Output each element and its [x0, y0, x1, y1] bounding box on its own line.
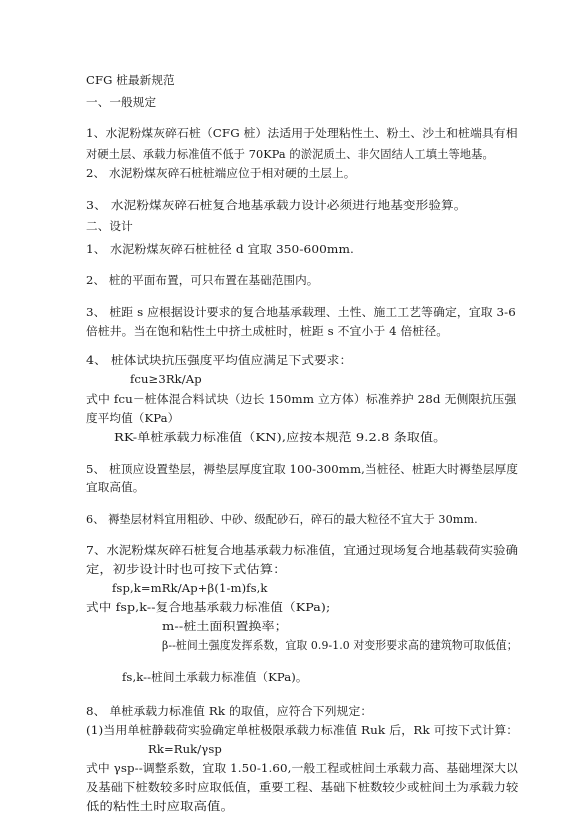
paragraph-s2-item4-intro: 4、 桩体试块抗压强度平均值应满足下式要求： — [86, 353, 353, 367]
section-heading-general: 一、一般规定 — [86, 95, 157, 109]
paragraph-s2-item8-where-line3: 低的粘性土时应取高值。 — [86, 799, 234, 813]
paragraph-s2-item1: 1、 水泥粉煤灰碎石桩桩径 d 宜取 350-600mm. — [86, 242, 355, 256]
formula-fspk: fsp,k=mRk/Ap+β(1-m)fs,k — [112, 581, 268, 595]
paragraph-s2-item5-line2: 宜取高值。 — [86, 480, 145, 494]
paragraph-s2-item7-where3: β--桩间土强度发挥系数，宜取 0.9-1.0 对变形要求高的建筑物可取低值； — [162, 638, 518, 652]
paragraph-s2-item5-line1: 5、 桩顶应设置垫层，褥垫层厚度宜取 100-300mm,当桩径、桩距大时褥垫层厚度 — [86, 462, 519, 476]
paragraph-s2-item8-where-line2: 及基础下桩数较多时应取低值，重要工程、基础下桩数较少或桩间土为承载力较 — [86, 780, 519, 794]
formula-fcu: fcu≥3Rk/Ap — [130, 372, 202, 386]
paragraph-s2-item8-where-line1: 式中 γsp--调整系数，宜取 1.50-1.60,一般工程或桩间土承载力高、基础埋深大以 — [86, 761, 518, 775]
paragraph-s2-item2: 2、 桩的平面布置，可只布置在基础范围内。 — [86, 273, 319, 287]
paragraph-s2-item4-where-line2: 度平均值（KPa） — [86, 411, 180, 425]
paragraph-s2-item3-line2: 倍桩井。当在饱和粘性土中挤土成桩时，桩距 s 不宜小于 4 倍桩径。 — [86, 324, 449, 338]
paragraph-s2-item8-intro: 8、 单桩承载力标准值 Rk 的取值，应符合下列规定： — [86, 704, 373, 718]
paragraph-s1-item2: 2、 水泥粉煤灰碎石桩桩端应位于相对硬的土层上。 — [86, 166, 356, 180]
paragraph-s1-item1-line1: 1、水泥粉煤灰碎石桩（CFG 桩）法适用于处理粘性土、粉土、沙土和桩端具有相 — [86, 126, 518, 140]
section-heading-design: 二、设计 — [86, 219, 133, 233]
paragraph-s2-item7-where1: 式中 fsp,k--复合地基承载力标准值（KPa); — [86, 600, 331, 614]
paragraph-s2-item4-rk: RK-单桩承载力标准值（KN),应按本规范 9.2.8 条取值。 — [114, 430, 447, 444]
paragraph-s2-item7-intro-line2: 定，初步设计时也可按下式估算： — [86, 562, 287, 576]
formula-rk: Rk=Ruk/γsp — [148, 742, 222, 756]
paragraph-s2-item6: 6、 褥垫层材料宜用粗砂、中砂、级配砂石，碎石的最大粒径不宜大于 30mm. — [86, 512, 478, 526]
paragraph-s2-item7-where2: m--桩土面积置换率； — [162, 619, 288, 633]
paragraph-s2-item7-where4: fs,k--桩间土承载力标准值（KPa)。 — [122, 670, 308, 684]
paragraph-s2-item7-intro-line1: 7、水泥粉煤灰碎石桩复合地基承载力标准值，宜通过现场复合地基载荷实验确 — [86, 543, 519, 557]
paragraph-s2-item3-line1: 3、 桩距 s 应根据设计要求的复合地基承载理、土性、施工工艺等确定，宜取 3-6 — [86, 305, 516, 319]
paragraph-s1-item3: 3、 水泥粉煤灰碎石桩复合地基承载力设计必须进行地基变形验算。 — [86, 198, 467, 212]
paragraph-s2-item4-where-line1: 式中 fcu－桩体混合料试块（边长 150mm 立方体）标准养护 28d 无侧限抗压强 — [86, 392, 517, 406]
document-title: CFG 桩最新规范 — [86, 73, 175, 87]
paragraph-s2-item8-sub1: (1)当用单桩静载荷实验确定单桩极限承载力标准值 Ruk 后，Rk 可按下式计算： — [86, 723, 519, 737]
paragraph-s1-item1-line2: 对硬土层、承载力标准值不低于 70KPa 的淤泥质土、非欠固结人工填土等地基。 — [86, 147, 494, 161]
